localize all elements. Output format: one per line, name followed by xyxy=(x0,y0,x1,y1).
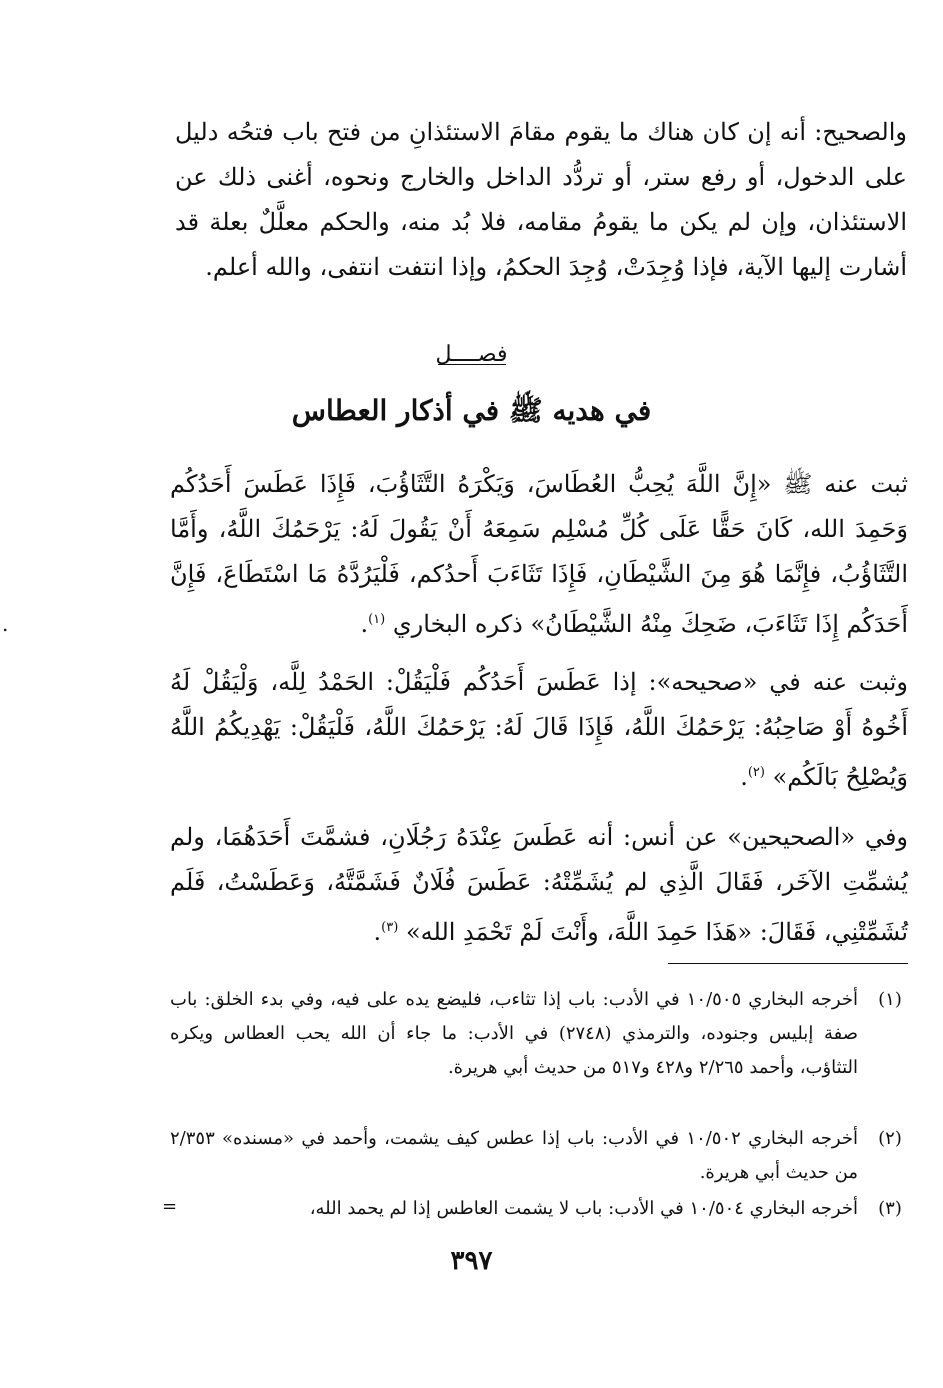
footnote-text: أخرجه البخاري ١٠/٥٠٤ في الأدب: باب لا يشمت العاطس إذا لم يحمد الله، xyxy=(309,1198,858,1219)
intro-paragraph: والصحيح: أنه إن كان هناك ما يقوم مقامَ الاستئذانِ من فتح باب فتحُه دليل على الدخول، أو رفع ستر، أو تردُّد الداخل والخارج ونحوه، أغنى ذلك عن الاستئذان، وإن لم يكن ما يقومُ مقامه، فلا بُد منه، والحكم معلَّلٌ بعلة قد أشارت إليها الآية، فإذا وُجِدَتْ، وُجِدَ الحكمُ، وإذا انتفت انتفى، والله أعلم. xyxy=(175,118,908,281)
footnote-number: (١) xyxy=(878,989,902,1010)
paragraph-text: ثبت عنه ﷺ «إِنَّ اللَّهَ يُحِبُّ العُطَاسَ، وَيَكْرَهُ التَّثَاؤُبَ، فَإِذَا عَطَسَ أَحَدُكُم وَحَمِدَ الله، كَانَ حَقًّا عَلَى كُلِّ مُسْلِم سَمِعَهُ أَنْ يَقُولَ لَهُ: يَرْحَمُكَ اللَّهُ، وأَمَّا التَّثَاؤُبُ، فإِنَّمَا هُوَ مِنَ الشَّيْطَانِ، فَإِذَا تَثَاءَبَ أَحدُكم، فَلْيَرُدَّهُ مَا اسْتَطَاعَ، فَإِنَّ أَحَدَكُم إِذَا تَثَاءَبَ، ضَحِكَ مِنْهُ الشَّيْطَانُ» ذكره البخاري xyxy=(170,470,908,638)
footnote-number: (٢) xyxy=(878,1128,902,1149)
footnote-ref-1[interactable]: (١) xyxy=(368,612,386,627)
continuation-mark: = xyxy=(162,1196,178,1217)
footnote-2 xyxy=(170,1122,910,1190)
section-title: في هديه ﷺ في أذكار العطاس xyxy=(291,394,652,427)
paragraph-hadith-3: وفي «الصحيحين» عن أنس: أنه عَطَسَ عِنْدَهُ رَجُلَانِ، فشمَّتَ أَحَدَهُمَا، ولم يُشمِّتِ الآخَر، فَقَالَ الَّذِي لم يُشَمِّتْهُ: عَطَسَ فُلَانٌ فَشَمَّتَّهُ، وَعَطَسْتُ، فَلَم تُشَمِّتْنِي، فَقَالَ: «هَذَا حَمِدَ اللَّهَ، وأَنْتَ لَمْ تَحْمَدِ الله» $^{(٣)}$. xyxy=(170,823,908,946)
footnote-text: أخرجه البخاري ١٠/٥٠٢ في الأدب: باب إذا عطس كيف يشمت، وأحمد في «مسنده» ٢/٣٥٣ من حديث أبي هريرة. xyxy=(170,1128,858,1183)
footnote-text: أخرجه البخاري ١٠/٥٠٥ في الأدب: باب إذا تثاءب، فليضع يده على فيه، وفي بدء الخلق: باب صفة إبليس وجنوده، والترمذي (٢٧٤٨) في الأدب: ما جاء أن الله يحب العطاس ويكره التثاؤب، وأحمد ٢/٢٦٥ و٤٢٨ و٥١٧ من حديث أبي هريرة. xyxy=(170,989,858,1078)
footnote-ref-2[interactable]: (٢) xyxy=(747,765,765,780)
footnote-separator xyxy=(668,963,908,964)
paragraph-text: وثبت عنه في «صحيحه»: إذا عَطَسَ أَحَدُكُم فَلْيَقُلْ: الحَمْدُ لِلَّه، وَلْيَقُلْ لَهُ أَخُوهُ أَوْ صَاحِبُهُ: يَرْحَمُكَ اللَّهُ، فَإِذَا قَالَ لَهُ: يَرْحَمُكَ اللَّهُ، فَلْيَقُلْ: يَهْدِيكُمُ اللَّهُ وَيُصْلِحُ بَالَكُم» xyxy=(170,668,908,791)
page-number: ٣٩٧ xyxy=(450,1246,493,1276)
footnote-3 xyxy=(170,1192,910,1226)
paragraph-text: وفي «الصحيحين» عن أنس: أنه عَطَسَ عِنْدَهُ رَجُلَانِ، فشمَّتَ أَحَدَهُمَا، ولم يُشمِّتِ الآخَر، فَقَالَ الَّذِي لم يُشَمِّتْهُ: عَطَسَ فُلَانٌ فَشَمَّتَّهُ، وَعَطَسْتُ، فَلَم تُشَمِّتْنِي، فَقَالَ: «هَذَا حَمِدَ اللَّهَ، وأَنْتَ لَمْ تَحْمَدِ الله» xyxy=(170,823,908,946)
section-label-text: فصــــل xyxy=(435,342,508,367)
footnote-ref-3[interactable]: (٣) xyxy=(381,920,399,935)
section-label xyxy=(0,340,943,365)
paragraph-hadith-2: وثبت عنه في «صحيحه»: إذا عَطَسَ أَحَدُكُم فَلْيَقُلْ: الحَمْدُ لِلَّه، وَلْيَقُلْ لَهُ أَخُوهُ أَوْ صَاحِبُهُ: يَرْحَمُكَ اللَّهُ، فَإِذَا قَالَ لَهُ: يَرْحَمُكَ اللَّهُ، فَلْيَقُلْ: يَهْدِيكُمُ اللَّهُ وَيُصْلِحُ بَالَكُم» $^{(٢)}$. xyxy=(170,668,908,791)
footnote-1 xyxy=(170,983,910,1085)
paragraph-hadith-1: ثبت عنه ﷺ «إِنَّ اللَّهَ يُحِبُّ العُطَاسَ، وَيَكْرَهُ التَّثَاؤُبَ، فَإِذَا عَطَسَ أَحَدُكُم وَحَمِدَ الله، كَانَ حَقًّا عَلَى كُلِّ مُسْلِم سَمِعَهُ أَنْ يَقُولَ لَهُ: يَرْحَمُكَ اللَّهُ، وأَمَّا التَّثَاؤُبُ، فإِنَّمَا هُوَ مِنَ الشَّيْطَانِ، فَإِذَا تَثَاءَبَ أَحدُكم، فَلْيَرُدَّهُ مَا اسْتَطَاعَ، فَإِنَّ أَحَدَكُم إِذَا تَثَاءَبَ، ضَحِكَ مِنْهُ الشَّيْطَانُ» ذكره البخاري $^{(١)}$. xyxy=(170,470,908,638)
footnote-number: (٣) xyxy=(878,1198,902,1219)
margin-dot: . xyxy=(2,612,9,636)
